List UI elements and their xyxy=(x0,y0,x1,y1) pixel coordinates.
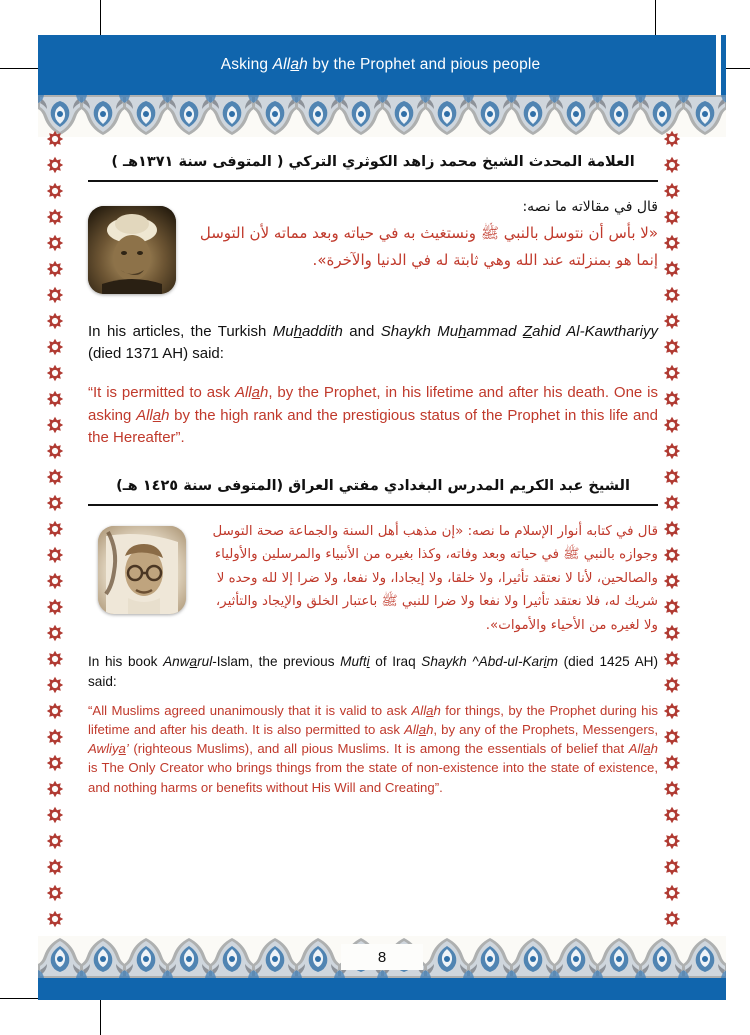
rosette-ornament xyxy=(663,754,681,772)
rosette-ornament xyxy=(663,468,681,486)
s1-q-allah1-a: All xyxy=(234,383,252,401)
rosette-star-icon xyxy=(663,728,681,746)
rosette-star-icon xyxy=(46,780,64,798)
section-2-arabic-heading: الشيخ عبد الكريم المدرس البغدادي مفتي العراق (المتوفى سنة ١٤٢٥ هـ) xyxy=(116,478,630,495)
arabesque-motif-icon xyxy=(468,936,512,978)
rosette-ornament xyxy=(663,390,681,408)
rosette-ornament xyxy=(46,468,64,486)
rosette-star-icon xyxy=(663,338,681,356)
s2-intro-c: of Iraq xyxy=(369,653,422,669)
s2-q-allah2-b: h xyxy=(426,721,434,737)
rosette-star-icon xyxy=(46,546,64,564)
s2-q-awliya-a: Awliy xyxy=(88,741,119,757)
rosette-ornament xyxy=(663,234,681,252)
rosette-ornament xyxy=(46,286,64,304)
arabesque-tile xyxy=(339,95,383,137)
rosette-star-icon xyxy=(46,182,64,200)
arabesque-tile xyxy=(167,936,211,978)
rosette-star-icon xyxy=(46,130,64,148)
rosette-ornament xyxy=(46,494,64,512)
rosette-ornament xyxy=(46,546,64,564)
rosette-star-icon xyxy=(663,468,681,486)
footer-blue-bar xyxy=(38,978,726,1000)
arabesque-motif-icon xyxy=(683,936,726,978)
rosette-star-icon xyxy=(46,728,64,746)
arabesque-motif-icon xyxy=(468,95,512,137)
section-2-english-intro xyxy=(88,652,658,693)
section-1-english-intro xyxy=(88,321,658,366)
rosette-ornament xyxy=(663,182,681,200)
rosette-star-icon xyxy=(46,910,64,928)
s2-mufti-u: i xyxy=(366,653,370,669)
s2-q-allah3-u: a xyxy=(643,741,651,757)
arabesque-motif-icon xyxy=(124,95,168,137)
arabesque-motif-icon xyxy=(683,95,726,137)
arabesque-tile xyxy=(425,936,469,978)
arabesque-motif-icon xyxy=(339,95,383,137)
s1-intro-part1: In his articles, the Turkish xyxy=(88,322,273,340)
rosette-star-icon xyxy=(663,390,681,408)
s1-shaykh-c: ahid Al-Kawthariyy xyxy=(532,322,658,340)
rosette-ornament xyxy=(46,312,64,330)
arabesque-motif-icon xyxy=(253,936,297,978)
portrait-illustration-icon xyxy=(98,526,186,614)
ornamental-band-top xyxy=(38,95,726,137)
s1-muhaddith xyxy=(273,323,343,340)
s2-shaykh-a: Shaykh ^Abd-ul-Kar xyxy=(421,653,544,669)
rosette-star-icon xyxy=(663,182,681,200)
rosette-ornament xyxy=(46,442,64,460)
page-title xyxy=(38,56,723,74)
arabesque-tile xyxy=(210,95,254,137)
rosette-ornament xyxy=(663,598,681,616)
s1-muhaddith-b: addith xyxy=(301,322,343,340)
rosette-ornament xyxy=(46,780,64,798)
arabesque-motif-icon xyxy=(597,95,641,137)
s2-book-title xyxy=(163,654,212,669)
rosette-star-icon xyxy=(663,416,681,434)
rosette-star-icon xyxy=(46,520,64,538)
rosette-ornament xyxy=(663,312,681,330)
arabesque-tile xyxy=(554,95,598,137)
page-number: 8 xyxy=(341,944,423,970)
arabesque-tile xyxy=(38,936,82,978)
rosette-ornament xyxy=(46,650,64,668)
section-1-arabic-block xyxy=(88,196,658,301)
rosette-ornament xyxy=(663,884,681,902)
rosette-star-icon xyxy=(46,598,64,616)
s1-q-allah1-b: h xyxy=(259,383,269,401)
arabesque-motif-icon xyxy=(167,95,211,137)
s2-q-allah2-a: All xyxy=(404,721,419,737)
rosette-ornament xyxy=(46,910,64,928)
rosette-star-icon xyxy=(46,156,64,174)
arabesque-motif-icon xyxy=(296,936,340,978)
rosette-star-icon xyxy=(46,572,64,590)
s1-shaykh-b: ammad xyxy=(466,322,523,340)
rosette-ornament xyxy=(663,442,681,460)
rosette-star-icon xyxy=(46,858,64,876)
s2-q-allah-2 xyxy=(404,722,433,737)
s1-q-part-b: , by the Prophet, in his lifetime and after his death. One is asking xyxy=(88,383,658,424)
section-2-heading-rule xyxy=(88,504,658,506)
rosette-ornament xyxy=(46,884,64,902)
s2-mufti-a: Muft xyxy=(340,653,367,669)
rosette-ornament xyxy=(46,676,64,694)
arabesque-motif-icon xyxy=(81,936,125,978)
s2-q-awliya xyxy=(88,741,129,756)
rosette-star-icon xyxy=(46,624,64,642)
arabesque-motif-icon xyxy=(597,936,641,978)
arabesque-motif-icon xyxy=(511,95,555,137)
crop-mark-bottom-left-vertical xyxy=(100,1000,101,1035)
s1-shaykh-u1: h xyxy=(458,322,467,340)
s2-mufti xyxy=(340,654,369,669)
s2-q-awliya-u: a xyxy=(118,741,126,757)
rosette-star-icon xyxy=(46,390,64,408)
ornamental-side-border-right xyxy=(663,130,685,936)
ornamental-side-border-left xyxy=(46,130,68,936)
arabesque-tile xyxy=(597,95,641,137)
arabesque-tile xyxy=(511,936,555,978)
s2-q-allah-1 xyxy=(411,703,440,718)
s2-q-b: for things, by the Prophet during his lifetime and after his death. It is also permitted to ask xyxy=(88,702,658,737)
rosette-star-icon xyxy=(663,286,681,304)
rosette-ornament xyxy=(663,260,681,278)
rosette-ornament xyxy=(46,156,64,174)
arabesque-tile xyxy=(81,936,125,978)
s2-intro-b: -Islam, the previous xyxy=(212,653,341,669)
rosette-ornament xyxy=(663,520,681,538)
s1-q-allah2-b: h xyxy=(161,406,170,424)
section-2-arabic-quote: قال في كتابه أنوار الإسلام ما نصه: «إن مذهب أهل السنة والجماعة صحة التوسل وجوازه بالنبي ﷺ في حياته وبعد وفاته، وكذا بغيره من الأنبياء والمرسلين والأولياء والصالحين، لأنا لا نعتقد تأثيرا، ولا خلقا، ولا إيجادا، ولا نفعا، ولا ضرا إلا لله وحده لا شريك له، فلا نعتقد تأثيرا ولا نفعا ولا ضرا للنبي ﷺ باعتبار الخلق والإيجاد والتأثير، ولا لغيره من الأحياء والأموات». xyxy=(212,523,658,633)
rosette-ornament xyxy=(46,754,64,772)
rosette-star-icon xyxy=(46,234,64,252)
arabesque-tile xyxy=(683,95,726,137)
rosette-ornament xyxy=(46,338,64,356)
s1-q-allah2-u: a xyxy=(152,406,162,424)
rosette-ornament xyxy=(46,572,64,590)
rosette-star-icon xyxy=(46,442,64,460)
section-1-english-quote xyxy=(88,382,658,450)
rosette-star-icon xyxy=(663,208,681,226)
s1-intro-part3: (died 1371 AH) said: xyxy=(88,345,224,363)
s2-intro-d: (died 1425 AH) said: xyxy=(88,653,658,690)
s1-muhaddith-u: h xyxy=(293,322,302,340)
s2-q-a: “All Muslims agreed unanimously that it is valid to ask xyxy=(88,702,412,718)
arabesque-tile xyxy=(382,95,426,137)
rosette-ornament xyxy=(46,130,64,148)
rosette-star-icon xyxy=(46,364,64,382)
rosette-star-icon xyxy=(663,624,681,642)
s1-q-part-c: by the high rank and the prestigious status of the Prophet in this life and the Hereafter”. xyxy=(88,406,658,447)
rosette-ornament xyxy=(46,390,64,408)
s2-intro-a: In his book xyxy=(88,653,164,669)
rosette-star-icon xyxy=(46,676,64,694)
s1-muhaddith-a: Mu xyxy=(272,322,294,340)
rosette-ornament xyxy=(663,286,681,304)
rosette-star-icon xyxy=(663,650,681,668)
s1-shaykh-u2: Z xyxy=(522,322,533,340)
arabesque-motif-icon xyxy=(382,95,426,137)
section-2-arabic-block xyxy=(88,520,658,640)
rosette-ornament xyxy=(663,702,681,720)
rosette-star-icon xyxy=(46,754,64,772)
arabesque-tile xyxy=(253,936,297,978)
rosette-star-icon xyxy=(663,702,681,720)
page-content xyxy=(88,152,658,797)
s1-intro-part2: and xyxy=(342,322,381,340)
rosette-ornament xyxy=(663,416,681,434)
arabesque-tile xyxy=(468,936,512,978)
rosette-ornament xyxy=(663,546,681,564)
rosette-star-icon xyxy=(46,312,64,330)
page-title-allah-b: h xyxy=(299,56,308,73)
rosette-ornament xyxy=(663,728,681,746)
s2-shaykh-u: i xyxy=(543,653,547,669)
rosette-star-icon xyxy=(663,260,681,278)
rosette-star-icon xyxy=(46,260,64,278)
rosette-star-icon xyxy=(663,832,681,850)
rosette-star-icon xyxy=(46,650,64,668)
portrait-photo-kawthariyy xyxy=(88,206,176,294)
s1-q-allah1-u: a xyxy=(251,383,260,401)
page-title-post: by the Prophet and pious people xyxy=(307,56,541,73)
section-1-arabic-text xyxy=(192,196,658,275)
arabesque-motif-icon xyxy=(511,936,555,978)
arabesque-motif-icon xyxy=(38,936,82,978)
rosette-star-icon xyxy=(663,598,681,616)
rosette-star-icon xyxy=(46,494,64,512)
rosette-ornament xyxy=(663,650,681,668)
rosette-star-icon xyxy=(663,910,681,928)
s2-book-a: Anw xyxy=(163,653,190,669)
rosette-star-icon xyxy=(663,572,681,590)
section-1-arabic-heading: العلامة المحدث الشيخ محمد زاهد الكوثري التركي ( المتوفى سنة ١٣٧١هـ ) xyxy=(111,154,635,170)
rosette-ornament xyxy=(663,858,681,876)
portrait-illustration-icon xyxy=(88,206,176,294)
page-title-allah-a: All xyxy=(272,56,291,73)
rosette-ornament xyxy=(663,208,681,226)
rosette-ornament xyxy=(663,364,681,382)
arabesque-tile xyxy=(210,936,254,978)
s1-q-allah2-a: All xyxy=(136,406,153,424)
arabesque-motif-icon xyxy=(253,95,297,137)
rosette-star-icon xyxy=(663,520,681,538)
section-1-arabic-intro: قال في مقالاته ما نصه: xyxy=(522,198,658,215)
rosette-star-icon xyxy=(46,416,64,434)
rosette-star-icon xyxy=(663,858,681,876)
rosette-ornament xyxy=(663,156,681,174)
rosette-ornament xyxy=(46,208,64,226)
arabesque-tile xyxy=(597,936,641,978)
arabesque-tile xyxy=(124,936,168,978)
rosette-star-icon xyxy=(663,676,681,694)
rosette-ornament xyxy=(663,910,681,928)
s2-book-b: rul xyxy=(197,653,213,669)
crop-mark-top-right-vertical xyxy=(655,0,656,38)
rosette-ornament xyxy=(663,338,681,356)
portrait-photo-abd-ul-karim xyxy=(98,526,186,614)
rosette-star-icon xyxy=(663,442,681,460)
s1-q-allah-2 xyxy=(136,407,169,424)
arabesque-motif-icon xyxy=(425,936,469,978)
arabesque-motif-icon xyxy=(81,95,125,137)
rosette-star-icon xyxy=(663,130,681,148)
rosette-ornament xyxy=(663,780,681,798)
s2-q-allah2-u: a xyxy=(418,721,427,737)
rosette-star-icon xyxy=(46,806,64,824)
arabesque-motif-icon xyxy=(124,936,168,978)
arabesque-tile xyxy=(683,936,726,978)
s2-q-allah1-u: a xyxy=(426,702,434,718)
arabesque-motif-icon xyxy=(210,936,254,978)
s2-q-e: is The Only Creator who brings things from the state of non-existence into the state of existence, and nothing harms or benefits without His Will and Creating”. xyxy=(88,760,658,795)
rosette-star-icon xyxy=(46,338,64,356)
rosette-star-icon xyxy=(663,234,681,252)
rosette-ornament xyxy=(663,494,681,512)
section-1-photo-wrap xyxy=(88,206,176,294)
rosette-ornament xyxy=(663,130,681,148)
rosette-star-icon xyxy=(46,702,64,720)
s2-shaykh-b: m xyxy=(546,653,558,669)
rosette-star-icon xyxy=(663,806,681,824)
s2-q-awliya-b: ’ xyxy=(125,741,129,757)
rosette-ornament xyxy=(46,702,64,720)
rosette-ornament xyxy=(46,520,64,538)
arabesque-tile xyxy=(253,95,297,137)
rosette-ornament xyxy=(46,728,64,746)
arabesque-tile xyxy=(124,95,168,137)
arabesque-tile xyxy=(425,95,469,137)
s1-shaykh-a: Shaykh Mu xyxy=(380,322,459,340)
s2-q-allah3-b: h xyxy=(650,741,658,757)
rosette-star-icon xyxy=(663,546,681,564)
rosette-ornament xyxy=(46,806,64,824)
arabesque-tile xyxy=(554,936,598,978)
arabesque-motif-icon xyxy=(296,95,340,137)
page-title-pre: Asking xyxy=(220,56,273,73)
rosette-star-icon xyxy=(46,208,64,226)
arabesque-tile xyxy=(296,95,340,137)
s2-q-c: , by any of the Prophets, Messengers, xyxy=(433,721,658,737)
rosette-star-icon xyxy=(46,468,64,486)
section-2-photo-wrap xyxy=(98,526,186,614)
rosette-ornament xyxy=(663,806,681,824)
rosette-ornament xyxy=(46,832,64,850)
rosette-ornament xyxy=(46,234,64,252)
rosette-ornament xyxy=(46,598,64,616)
rosette-ornament xyxy=(663,832,681,850)
section-2-arabic-text xyxy=(206,520,658,637)
s1-q-allah-1 xyxy=(235,384,268,401)
s1-shaykh-name xyxy=(381,323,658,340)
arabesque-motif-icon xyxy=(640,936,684,978)
arabesque-tile xyxy=(468,95,512,137)
arabesque-motif-icon xyxy=(554,936,598,978)
rosette-star-icon xyxy=(663,884,681,902)
s2-q-allah-3 xyxy=(629,741,658,756)
rosette-ornament xyxy=(663,676,681,694)
rosette-star-icon xyxy=(663,494,681,512)
rosette-ornament xyxy=(46,182,64,200)
s2-q-d: (righteous Muslims), and all pious Muslims. It is among the essentials of belief that xyxy=(128,741,629,757)
arabesque-tile xyxy=(640,936,684,978)
page-title-allah-underlined: a xyxy=(290,56,300,73)
rosette-ornament xyxy=(663,624,681,642)
arabesque-motif-icon xyxy=(425,95,469,137)
s2-q-allah3-a: All xyxy=(628,741,644,757)
rosette-star-icon xyxy=(46,884,64,902)
rosette-star-icon xyxy=(663,312,681,330)
rosette-ornament xyxy=(46,624,64,642)
section-2-english-quote xyxy=(88,701,658,797)
s1-q-part-a: “It is permitted to ask xyxy=(88,383,235,401)
rosette-star-icon xyxy=(663,364,681,382)
rosette-ornament xyxy=(46,416,64,434)
rosette-star-icon xyxy=(46,286,64,304)
rosette-star-icon xyxy=(663,156,681,174)
section-1-heading-rule xyxy=(88,180,658,182)
rosette-ornament xyxy=(46,858,64,876)
crop-mark-top-left-vertical xyxy=(100,0,101,38)
s2-q-allah1-b: h xyxy=(433,702,441,718)
s2-book-u: a xyxy=(189,653,198,669)
rosette-star-icon xyxy=(663,780,681,798)
arabesque-motif-icon xyxy=(210,95,254,137)
section-1-arabic-quote: «لا بأس أن نتوسل بالنبي ﷺ ونستغيث به في حياته وبعد مماته لأن التوسل إنما هو بمنزلته عند الله وهي ثابتة له في الدنيا والآخرة». xyxy=(199,223,658,270)
rosette-star-icon xyxy=(663,754,681,772)
arabesque-motif-icon xyxy=(554,95,598,137)
arabesque-motif-icon xyxy=(167,936,211,978)
arabesque-tile xyxy=(167,95,211,137)
rosette-ornament xyxy=(663,572,681,590)
rosette-ornament xyxy=(46,364,64,382)
s2-shaykh-name xyxy=(421,654,558,669)
arabesque-tile xyxy=(511,95,555,137)
rosette-star-icon xyxy=(46,832,64,850)
rosette-ornament xyxy=(46,260,64,278)
arabesque-tile xyxy=(81,95,125,137)
page-title-allah xyxy=(273,56,308,73)
s2-q-allah1-a: All xyxy=(411,702,427,718)
arabesque-tile xyxy=(296,936,340,978)
